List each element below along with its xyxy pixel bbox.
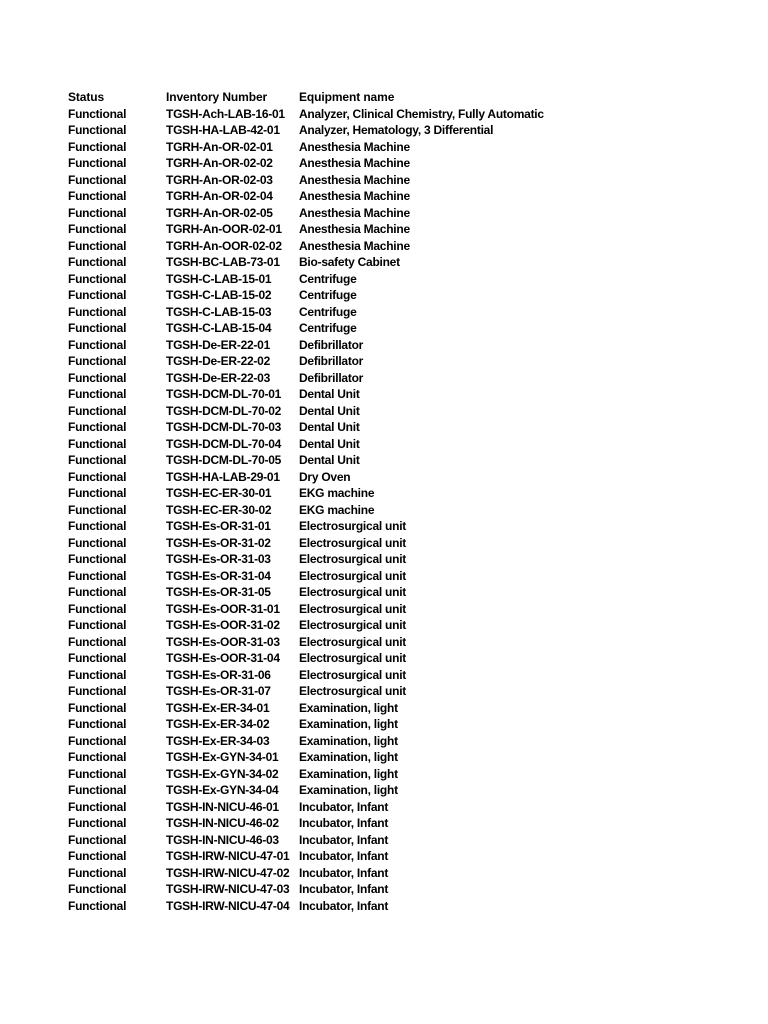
inventory-number-cell: TGSH-De-ER-22-02 <box>166 354 271 368</box>
equipment-name-cell: Anesthesia Machine <box>299 205 410 220</box>
equipment-name-cell: Dry Oven <box>299 469 351 484</box>
table-row <box>68 667 748 684</box>
inventory-number-cell: TGSH-IRW-NICU-47-03 <box>166 882 290 896</box>
equipment-name-cell: EKG machine <box>299 502 375 517</box>
equipment-name-cell: Dental Unit <box>299 436 360 451</box>
table-row <box>68 551 748 568</box>
table-row <box>68 815 748 832</box>
equipment-name-cell: Anesthesia Machine <box>299 156 410 170</box>
table-body <box>68 106 748 915</box>
table-row <box>68 650 748 667</box>
equipment-name-cell: Examination, light <box>299 733 398 748</box>
status-cell: Functional <box>68 717 127 731</box>
equipment-name-cell: Electrosurgical unit <box>299 634 407 649</box>
status-cell: Functional <box>68 601 127 616</box>
status-cell: Functional <box>68 288 127 302</box>
table-row <box>68 568 748 585</box>
inventory-number-cell: TGSH-IN-NICU-46-01 <box>166 799 279 814</box>
status-cell: Functional <box>68 651 127 665</box>
inventory-number-cell: TGRH-An-OOR-02-01 <box>166 222 282 236</box>
status-cell: Functional <box>68 156 127 170</box>
inventory-number-cell: TGSH-Ex-ER-34-03 <box>166 733 270 748</box>
status-cell: Functional <box>68 585 127 599</box>
status-cell: Functional <box>68 172 127 187</box>
inventory-number-cell: TGSH-C-LAB-15-03 <box>166 304 272 319</box>
inventory-number-cell: TGSH-Ex-ER-34-01 <box>166 700 270 715</box>
inventory-number-cell: TGRH-An-OR-02-04 <box>166 189 273 203</box>
status-cell: Functional <box>68 106 127 121</box>
table-row <box>68 749 748 766</box>
table-row <box>68 287 748 304</box>
status-cell: Functional <box>68 502 127 517</box>
inventory-number-cell: TGSH-Ex-GYN-34-04 <box>166 783 279 797</box>
equipment-name-cell: Examination, light <box>299 750 398 764</box>
table-row <box>68 848 748 865</box>
table-header <box>68 89 748 106</box>
inventory-number-cell: TGSH-HA-LAB-29-01 <box>166 469 280 484</box>
inventory-number-cell: TGSH-DCM-DL-70-04 <box>166 436 282 451</box>
inventory-number-cell: TGSH-Ach-LAB-16-01 <box>166 106 285 121</box>
table-row <box>68 419 748 436</box>
table-row <box>68 716 748 733</box>
status-cell: Functional <box>68 700 127 715</box>
table-row <box>68 733 748 750</box>
inventory-number-cell: TGSH-DCM-DL-70-05 <box>166 453 282 467</box>
status-cell: Functional <box>68 898 127 913</box>
table-row <box>68 799 748 816</box>
equipment-name-cell: Electrosurgical unit <box>299 519 407 533</box>
equipment-name-cell: Dental Unit <box>299 420 360 434</box>
inventory-number-cell: TGSH-HA-LAB-42-01 <box>166 123 280 137</box>
table-row <box>68 518 748 535</box>
equipment-name-cell: Examination, light <box>299 783 398 797</box>
inventory-number-cell: TGSH-BC-LAB-73-01 <box>166 255 280 269</box>
equipment-name-cell: Examination, light <box>299 700 398 715</box>
table-row <box>68 898 748 915</box>
status-cell: Functional <box>68 189 127 203</box>
table-row <box>68 452 748 469</box>
equipment-name-cell: Electrosurgical unit <box>299 651 407 665</box>
inventory-number-cell: TGSH-Es-OR-31-05 <box>166 585 271 599</box>
equipment-name-cell: Electrosurgical unit <box>299 585 407 599</box>
equipment-name-cell: Incubator, Infant <box>299 898 389 913</box>
inventory-number-cell: TGRH-An-OR-02-01 <box>166 139 273 154</box>
inventory-number-cell: TGSH-C-LAB-15-01 <box>166 271 272 286</box>
table-row <box>68 766 748 783</box>
equipment-name-cell: Electrosurgical unit <box>299 568 407 583</box>
status-cell: Functional <box>68 222 127 236</box>
equipment-name-cell: Incubator, Infant <box>299 849 389 863</box>
header-inventory-number: Inventory Number <box>166 90 268 104</box>
inventory-number-cell: TGSH-EC-ER-30-02 <box>166 502 272 517</box>
table-row <box>68 782 748 799</box>
status-cell: Functional <box>68 733 127 748</box>
table-row <box>68 320 748 337</box>
table-row <box>68 188 748 205</box>
status-cell: Functional <box>68 271 127 286</box>
table-row <box>68 271 748 288</box>
equipment-name-cell: Anesthesia Machine <box>299 238 410 253</box>
table-row <box>68 535 748 552</box>
inventory-number-cell: TGSH-Ex-GYN-34-02 <box>166 766 279 781</box>
table-row <box>68 221 748 238</box>
status-cell: Functional <box>68 354 127 368</box>
status-cell: Functional <box>68 255 127 269</box>
table-row <box>68 865 748 882</box>
table-row <box>68 172 748 189</box>
equipment-name-cell: Examination, light <box>299 766 398 781</box>
status-cell: Functional <box>68 387 127 401</box>
equipment-name-cell: Electrosurgical unit <box>299 684 407 698</box>
status-cell: Functional <box>68 816 127 830</box>
equipment-name-cell: Centrifuge <box>299 271 357 286</box>
equipment-name-cell: Incubator, Infant <box>299 816 389 830</box>
equipment-name-cell: Centrifuge <box>299 304 357 319</box>
status-cell: Functional <box>68 238 127 253</box>
status-cell: Functional <box>68 783 127 797</box>
status-cell: Functional <box>68 403 127 418</box>
inventory-number-cell: TGRH-An-OR-02-02 <box>166 156 273 170</box>
status-cell: Functional <box>68 321 127 335</box>
inventory-number-cell: TGSH-C-LAB-15-02 <box>166 288 272 302</box>
equipment-name-cell: Incubator, Infant <box>299 799 389 814</box>
inventory-number-cell: TGSH-Es-OOR-31-02 <box>166 618 280 632</box>
status-cell: Functional <box>68 750 127 764</box>
table-row <box>68 469 748 486</box>
header-status: Status <box>68 90 105 104</box>
inventory-number-cell: TGSH-De-ER-22-01 <box>166 337 271 352</box>
status-cell: Functional <box>68 436 127 451</box>
status-cell: Functional <box>68 684 127 698</box>
equipment-name-cell: Analyzer, Hematology, 3 Differential <box>299 123 494 137</box>
inventory-number-cell: TGSH-Es-OR-31-06 <box>166 667 271 682</box>
status-cell: Functional <box>68 304 127 319</box>
status-cell: Functional <box>68 519 127 533</box>
header-row <box>68 89 748 106</box>
status-cell: Functional <box>68 568 127 583</box>
table-row <box>68 386 748 403</box>
table-row <box>68 617 748 634</box>
status-cell: Functional <box>68 618 127 632</box>
table-row <box>68 337 748 354</box>
inventory-number-cell: TGRH-An-OOR-02-02 <box>166 238 282 253</box>
status-cell: Functional <box>68 337 127 352</box>
inventory-number-cell: TGSH-IRW-NICU-47-04 <box>166 898 290 913</box>
status-cell: Functional <box>68 370 127 385</box>
status-cell: Functional <box>68 139 127 154</box>
table-row <box>68 683 748 700</box>
equipment-name-cell: Incubator, Infant <box>299 865 389 880</box>
table-row <box>68 832 748 849</box>
inventory-number-cell: TGSH-Es-OOR-31-03 <box>166 634 280 649</box>
status-cell: Functional <box>68 882 127 896</box>
equipment-name-cell: Anesthesia Machine <box>299 139 410 154</box>
equipment-name-cell: Centrifuge <box>299 288 357 302</box>
equipment-name-cell: Electrosurgical unit <box>299 535 407 550</box>
inventory-number-cell: TGSH-Ex-GYN-34-01 <box>166 750 279 764</box>
status-cell: Functional <box>68 766 127 781</box>
table-row <box>68 139 748 156</box>
equipment-table <box>68 89 748 914</box>
table-row <box>68 155 748 172</box>
inventory-number-cell: TGSH-Es-OOR-31-01 <box>166 601 280 616</box>
inventory-number-cell: TGSH-Es-OR-31-01 <box>166 519 271 533</box>
status-cell: Functional <box>68 535 127 550</box>
status-cell: Functional <box>68 799 127 814</box>
equipment-name-cell: EKG machine <box>299 486 375 500</box>
inventory-number-cell: TGSH-DCM-DL-70-02 <box>166 403 282 418</box>
table-row <box>68 881 748 898</box>
table-row <box>68 700 748 717</box>
equipment-name-cell: Centrifuge <box>299 321 357 335</box>
inventory-number-cell: TGSH-IN-NICU-46-03 <box>166 832 279 847</box>
inventory-number-cell: TGSH-IRW-NICU-47-01 <box>166 849 290 863</box>
equipment-name-cell: Electrosurgical unit <box>299 601 407 616</box>
inventory-number-cell: TGSH-Es-OR-31-07 <box>166 684 271 698</box>
inventory-number-cell: TGSH-DCM-DL-70-03 <box>166 420 282 434</box>
inventory-number-cell: TGSH-EC-ER-30-01 <box>166 486 272 500</box>
inventory-number-cell: TGSH-DCM-DL-70-01 <box>166 387 282 401</box>
status-cell: Functional <box>68 667 127 682</box>
equipment-name-cell: Incubator, Infant <box>299 882 389 896</box>
table-row <box>68 353 748 370</box>
status-cell: Functional <box>68 453 127 467</box>
table-row <box>68 634 748 651</box>
equipment-name-cell: Dental Unit <box>299 453 360 467</box>
status-cell: Functional <box>68 865 127 880</box>
inventory-number-cell: TGSH-IN-NICU-46-02 <box>166 816 279 830</box>
table-row <box>68 254 748 271</box>
table-row <box>68 304 748 321</box>
equipment-name-cell: Incubator, Infant <box>299 832 389 847</box>
table-row <box>68 205 748 222</box>
table-row <box>68 502 748 519</box>
inventory-number-cell: TGRH-An-OR-02-05 <box>166 205 273 220</box>
equipment-name-cell: Anesthesia Machine <box>299 222 410 236</box>
status-cell: Functional <box>68 832 127 847</box>
table-row <box>68 601 748 618</box>
equipment-name-cell: Defibrillator <box>299 354 364 368</box>
inventory-number-cell: TGSH-Es-OR-31-03 <box>166 552 271 566</box>
equipment-name-cell: Bio-safety Cabinet <box>299 255 400 269</box>
inventory-number-cell: TGSH-Es-OR-31-02 <box>166 535 271 550</box>
inventory-number-cell: TGSH-IRW-NICU-47-02 <box>166 865 290 880</box>
status-cell: Functional <box>68 634 127 649</box>
status-cell: Functional <box>68 849 127 863</box>
status-cell: Functional <box>68 469 127 484</box>
table-row <box>68 436 748 453</box>
status-cell: Functional <box>68 420 127 434</box>
table-row <box>68 370 748 387</box>
equipment-name-cell: Dental Unit <box>299 403 360 418</box>
equipment-name-cell: Anesthesia Machine <box>299 172 410 187</box>
equipment-name-cell: Examination, light <box>299 717 398 731</box>
table-row <box>68 238 748 255</box>
equipment-name-cell: Analyzer, Clinical Chemistry, Fully Automatic <box>299 106 544 121</box>
status-cell: Functional <box>68 486 127 500</box>
inventory-number-cell: TGRH-An-OR-02-03 <box>166 172 273 187</box>
inventory-number-cell: TGSH-De-ER-22-03 <box>166 370 271 385</box>
equipment-name-cell: Electrosurgical unit <box>299 618 407 632</box>
header-equipment-name: Equipment name <box>299 90 395 104</box>
status-cell: Functional <box>68 205 127 220</box>
status-cell: Functional <box>68 552 127 566</box>
equipment-name-cell: Electrosurgical unit <box>299 667 407 682</box>
inventory-number-cell: TGSH-Ex-ER-34-02 <box>166 717 270 731</box>
equipment-name-cell: Defibrillator <box>299 337 364 352</box>
table-row <box>68 106 748 123</box>
inventory-number-cell: TGSH-Es-OOR-31-04 <box>166 651 280 665</box>
equipment-inventory-sheet <box>68 89 748 914</box>
equipment-name-cell: Electrosurgical unit <box>299 552 407 566</box>
equipment-name-cell: Defibrillator <box>299 370 364 385</box>
table-row <box>68 584 748 601</box>
equipment-name-cell: Anesthesia Machine <box>299 189 410 203</box>
status-cell: Functional <box>68 123 127 137</box>
table-row <box>68 122 748 139</box>
equipment-name-cell: Dental Unit <box>299 387 360 401</box>
inventory-number-cell: TGSH-C-LAB-15-04 <box>166 321 272 335</box>
table-row <box>68 485 748 502</box>
inventory-number-cell: TGSH-Es-OR-31-04 <box>166 568 271 583</box>
table-row <box>68 403 748 420</box>
